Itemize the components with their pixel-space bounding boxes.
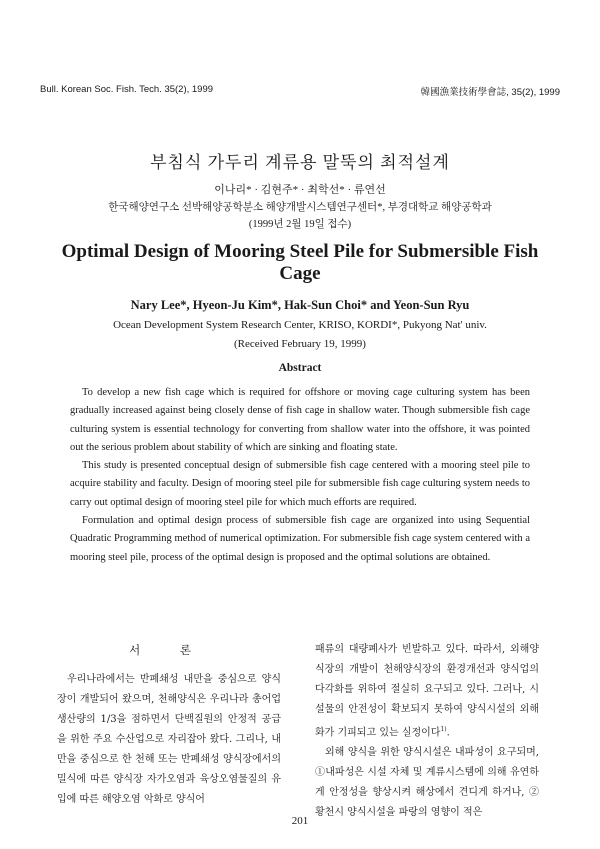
body-paragraph: 우리나라에서는 반폐쇄성 내만을 중심으로 양식장이 개발되어 왔으며, 천해양식은 우리나라 총어업 생산량의 1/3을 점하면서 단백질원의 안정적 공급을 위한 주요 수산업으로 자리잡아 왔다. 그리나, 내만을 중심으로 한 천해 또는 반폐쇄성 양식장에서의 밀식에 따른 양식장 자가오염과 육상오염물질의 유입에 따른 해양오염 악화로 양식어 [57,674,281,805]
korean-affiliation: 한국해양연구소 선박해양공학분소 해양개발시스템연구센터*, 부경대학교 해양공학과 [108,202,492,213]
section-heading-introduction: 서 론 [129,643,209,657]
body-paragraph: 패류의 대량폐사가 빈발하고 있다. 따라서, 외해양식장의 개발이 천해양식장의 환경개선과 양식업의 다각화를 위하여 절실히 요구되고 있다. 그러나, 시설물의 안전성이 확보되지 못하여 양식시설의 외해화가 기피되고 있는 실정이다$^{1)}$. [315,644,539,739]
abstract-paragraph: To develop a new fish cage which is required for offshore or moving cage culturing system has been gradually increased against being closely dense of fish cage in shallow water. Though submersible fish cage culturing system is essential technology for converting from shallow water into the offshore, it was pointed out the serious problem about stability of which are sinking and floating state. [70,387,530,453]
korean-received-date: (1999년 2월 19일 접수) [248,219,352,230]
body-column-right [315,640,539,823]
english-received-date: (Received February 19, 1999) [234,338,366,350]
body-text: 패류의 대량폐사가 빈발하고 있다. 따라서, 외해양식장의 개발이 천해양식장의 환경개선과 양식업의 다각화를 위하여 절실히 요구되고 있다. 그러나, 시설물의 안전성이 확보되지 못하여 양식시설의 외해화가 기피되고 있는 실정이다 [315,644,539,739]
page-number: 201 [291,815,309,827]
korean-title: 부침식 가두리 계류용 말뚝의 최적설계 [150,153,450,172]
english-affiliation: Ocean Development System Research Center, KRISO, KORDI*, Pukyong Nat' univ. [113,319,487,331]
body-paragraph: 외해 양식을 위한 양식시설은 내파성이 요구되며, ①내파성은 시설 자체 및 계류시스템에 의해 유연하게 안정성을 향상시켜 해상에서 견디게 하거나, ②황천시 양식시설을 파랑의 영향이 적은 [315,747,539,819]
english-title: Optimal Design of Mooring Steel Pile for Submersible Fish Cage [61,241,539,284]
body-column-left [57,640,281,810]
journal-citation-ko: 韓國漁業技術學會誌, 35(2), 1999 [420,87,560,98]
running-head [40,84,560,98]
korean-authors: 이나리* · 김현주* · 최학선* · 류연선 [214,184,386,196]
abstract-heading: Abstract [278,362,322,374]
abstract-paragraph: Formulation and optimal design process of submersible fish cage are organized into using Sequential Quadratic Programming method of numerical optimization. For submersible fish cage system centered with a mooring steel pile, process of the optimal design is proposed and the optimal solutions are obtained. [70,515,530,563]
reference-marker: 1) [440,726,447,733]
english-authors: Nary Lee*, Hyeon-Ju Kim*, Hak-Sun Choi* and Yeon-Sun Ryu [130,298,470,312]
abstract-paragraph: This study is presented conceptual design of submersible fish cage centered with a mooring steel pile to acquire stability and faculty. Design of mooring steel pile for submersible fish cage culturing system needs to carry out optimal design of mooring steel pile for which much efforts are required. [70,460,530,508]
abstract-body [70,384,530,567]
journal-citation-en: Bull. Korean Soc. Fish. Tech. 35(2), 1999 [40,84,214,95]
